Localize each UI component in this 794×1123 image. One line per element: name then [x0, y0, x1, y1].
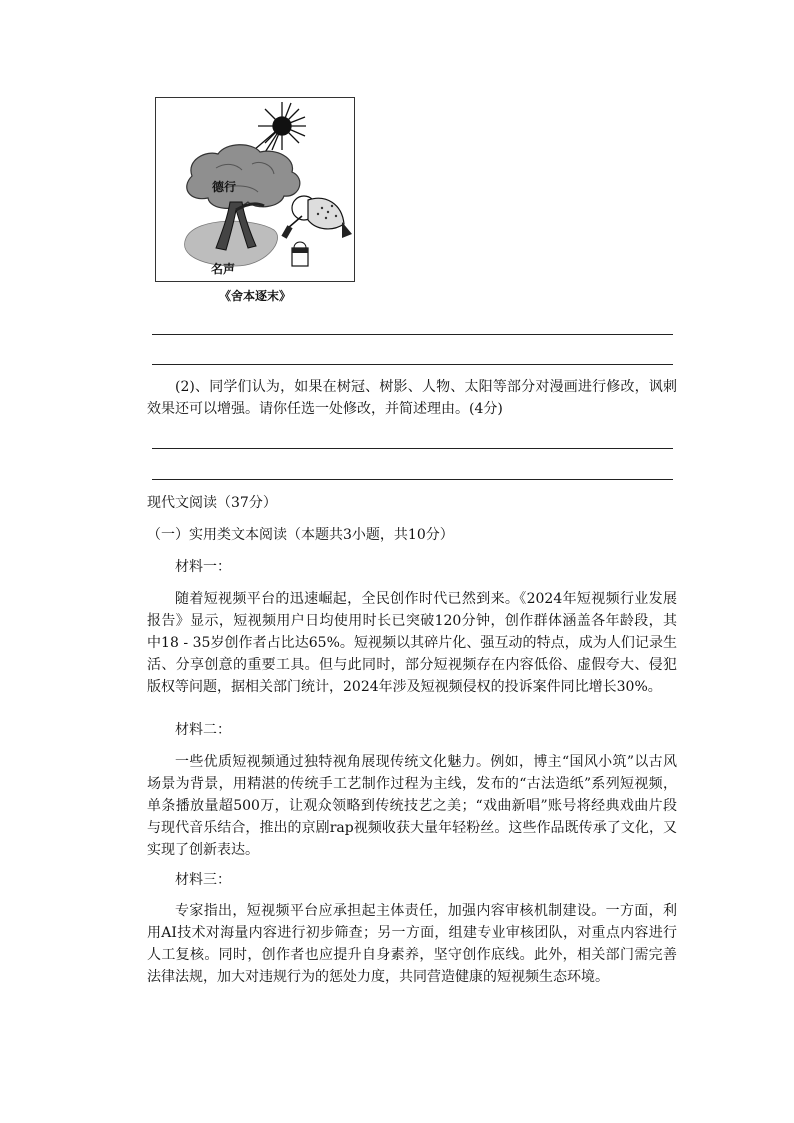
tree-label: 德行: [212, 180, 237, 194]
material-text: 一些优质短视频通过独特视角展现传统文化魅力。例如，博主“国风小筑”以古风场景为背景，用精湛的传统手工艺制作过程为主线，发布的“古法造纸”系列短视频，单条播放量超500万，让观众领略到传统技艺之美；“戏曲新唱”账号将经典戏曲片段与现代音乐结合，推出的京剧rap视频收获大量年轻粉丝。这些作品既传承了文化，又实现了创新表达。: [147, 754, 677, 858]
section-subtitle: （一）实用类文本阅读（本题共3小题，共10分）: [147, 527, 454, 543]
shadow-label: 名声: [211, 262, 236, 276]
tree-canopy: [187, 145, 300, 209]
paint-bucket-icon: [292, 242, 308, 266]
answer-line[interactable]: [152, 479, 673, 480]
question-2: (2)、同学们认为，如果在树冠、树影、人物、太阳等部分对漫画进行修改，讽刺效果还可以增强。请你任选一处修改，并简述理由。(4分): [147, 379, 677, 417]
answer-line[interactable]: [152, 364, 673, 365]
material-text: 随着短视频平台的迅速崛起，全民创作时代已然到来。《2024年短视频行业发展报告》显示，短视频用户日均使用时长已突破120分钟，创作群体涵盖各年龄段，其中18 - 35岁创作者占比达65%。短视频以其碎片化、强互动的特点，成为人们记录生活、分享创意的重要工具。但与此同时，部分短视频存在内容低俗、虚假夸大、侵犯版权等问题，据相关部门统计，2024年涉及短视频侵权的投诉案件同比增长30%。: [147, 591, 677, 695]
cartoon-illustration: [156, 98, 354, 281]
painter-figure: [281, 196, 352, 239]
material-label: 材料一：: [175, 559, 231, 575]
material-label: 材料二：: [175, 722, 231, 738]
material-label: 材料三：: [175, 872, 231, 888]
section-title: 现代文阅读（37分）: [147, 495, 277, 511]
answer-line[interactable]: [152, 334, 673, 335]
material-text: 专家指出，短视频平台应承担起主体责任，加强内容审核机制建设。一方面，利用AI技术对海量内容进行初步筛查；另一方面，组建专业审核团队，对重点内容进行人工复核。同时，创作者也应提升自身素养，坚守创作底线。此外，相关部门需完善法律法规，加大对违规行为的惩处力度，共同营造健康的短视频生态环境。: [147, 903, 677, 985]
cartoon-figure: [155, 97, 355, 282]
answer-line[interactable]: [152, 448, 673, 449]
figure-caption: 《舍本逐末》: [218, 289, 291, 303]
